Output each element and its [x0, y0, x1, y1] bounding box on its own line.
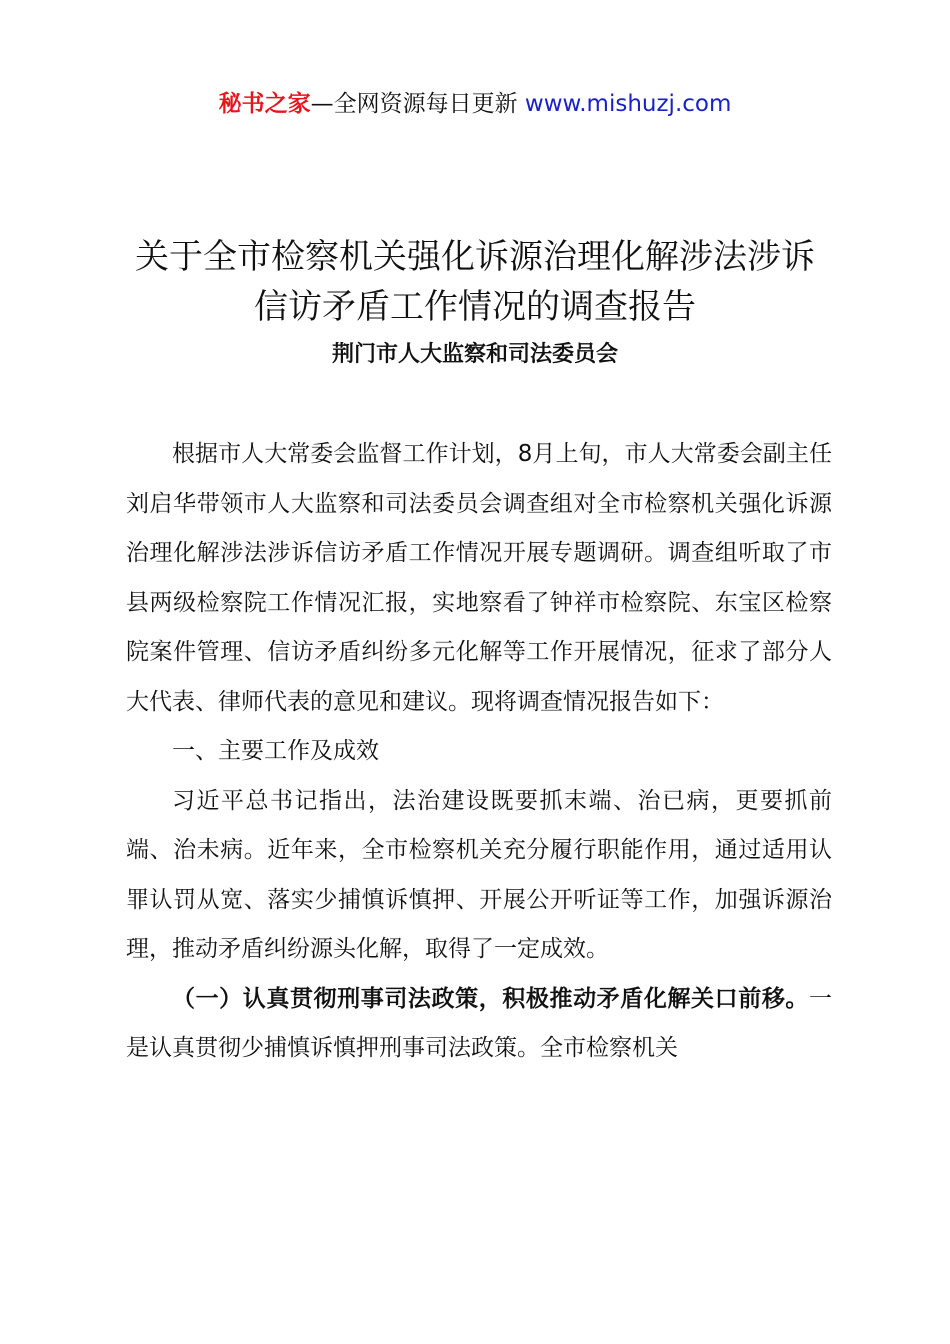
paragraph-overview: 习近平总书记指出，法治建设既要抓末端、治已病，更要抓前端、治未病。近年来，全市检察机关充分履行职能作用，通过适用认罪认罚从宽、落实少捕慎诉慎押、开展公开听证等工作，加强诉源治理，推动矛盾纠纷源头化解，取得了一定成效。 — [126, 787, 832, 962]
subsection-text: 一是认真贯彻少捕慎诉慎押刑事司法政策。全市检察机关 — [126, 985, 832, 1061]
document-body — [126, 430, 832, 1074]
site-tagline: —全网资源每日更新 — [310, 91, 518, 117]
site-brand: 秘书之家 — [218, 91, 311, 117]
title-line-1: 关于全市检察机关强化诉源治理化解涉法涉诉 — [135, 237, 815, 277]
title-line-2: 信访矛盾工作情况的调查报告 — [254, 287, 696, 327]
section-heading: 一、主要工作及成效 — [172, 738, 379, 764]
document-author: 荆门市人大监察和司法委员会 — [331, 342, 618, 367]
paragraph-intro: 根据市人大常委会监督工作计划，8月上旬，市人大常委会副主任刘启华带领市人大监察和司法委员会调查组对全市检察机关强化诉源治理化解涉法涉诉信访矛盾工作情况开展专题调研。调查组听取了市县两级检察院工作情况汇报，实地察看了钟祥市检察院、东宝区检察院案件管理、信访矛盾纠纷多元化解等工作开展情况，征求了部分人大代表、律师代表的意见和建议。现将调查情况报告如下： — [126, 441, 832, 715]
site-url-link[interactable]: www.mishuzj.com — [524, 91, 732, 117]
document-title — [100, 232, 850, 332]
subsection-heading: （一）认真贯彻刑事司法政策，积极推动矛盾化解关口前移。 — [172, 985, 809, 1012]
paragraph-subsection-1 — [126, 975, 832, 1074]
site-header — [0, 86, 950, 122]
